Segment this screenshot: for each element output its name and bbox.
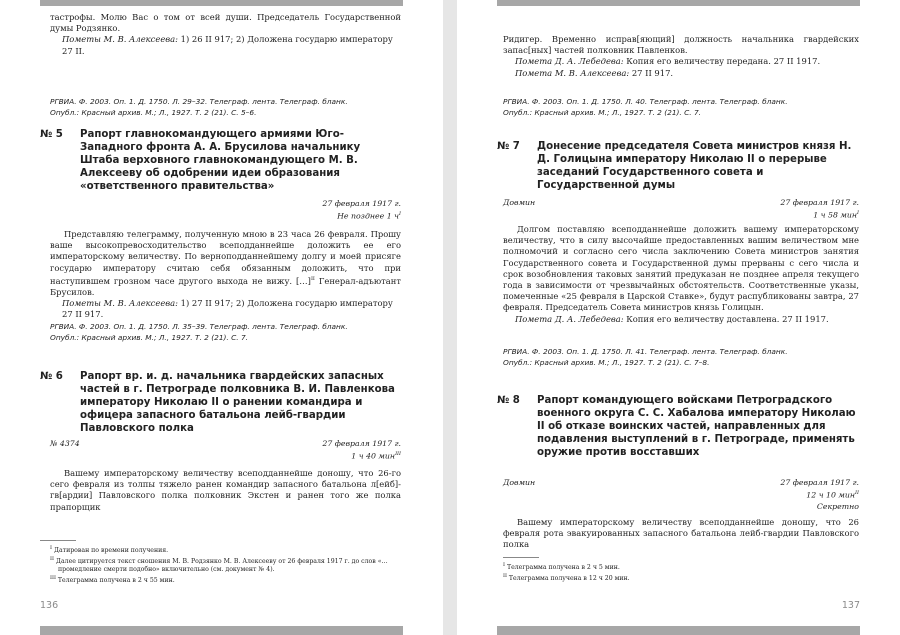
document-time: 1 ч 40 мин xyxy=(351,451,396,461)
document-number: № 6 xyxy=(40,371,63,382)
document-6-dateline xyxy=(0,438,443,462)
document-place: Довмин xyxy=(503,198,536,207)
footnote: $^I$ Датирован по времени получения. xyxy=(50,545,169,555)
footnote-ref: I xyxy=(857,210,859,216)
document-8-dateline xyxy=(457,477,900,512)
footnote: $^I$ Телеграмма получена в 2 ч 5 мин. xyxy=(503,562,620,572)
document-text: Представляю телеграмму, полученную мною в 23 часа 26 февраля. Прошу ваше высокопревосходительство всеподданнейше доложить ее его императорскому величеству. По верноподданнейшему долгу и моей присяге государю императору считаю себя обязанным доложить, что при наступившем грозном часе другого выхода не вижу. […]$^{II}$ Генерал-адъютант Брусилов. xyxy=(50,229,401,297)
footnote: $^{II}$ Далее цитируется текст сношения М. В. Родзянко М. В. Алексееву от 26 февраля 1917 г. до слов «…промедление смерти подобно» включительно (см. документ № 4). xyxy=(50,556,388,574)
footnote-rule xyxy=(40,540,76,541)
secrecy-label: Секретно xyxy=(816,501,859,511)
document-title: Рапорт вр. и. д. начальника гвардейских запасных частей в г. Петрограде полковника В. И. Павленкова императору Николаю II о ранении командира и офицера запасного батальона лейб-гвардии Павловского полка xyxy=(80,371,395,434)
document-number: № 7 xyxy=(497,141,520,152)
continuation-block xyxy=(0,12,443,57)
document-7-dateline xyxy=(457,197,900,221)
document-text: Долгом поставляю всеподданнейше доложить вашему императорскому величеству, что в силу высочайше предоставленных вашим величеством мне полномочий и согласно сего числа заключению Совета министров занятия Государственного совета и Государственной думы прерваны с сего числа и срок возобновления таковых занятий предуказан не позднее апреля текущего года в зависимости от чрезвычайных обстоятельств. Соответственные указы, помеченные «25 февраля в Царской Ставке», будут распубликованы завтра, 27 февраля. Председатель Совета министров князь Голицын. xyxy=(503,224,859,313)
document-title: Донесение председателя Совета министров князя Н. Д. Голицына императору Николаю II о перерыве заседаний Государственного совета и Государственной думы xyxy=(537,141,852,191)
document-7 xyxy=(457,140,900,192)
continuation-marks: Помета М. В. Алексеева: 27 II 917. xyxy=(515,67,674,78)
page-number: 136 xyxy=(40,600,59,611)
bottom-rule xyxy=(40,626,403,635)
document-text: Вашему императорскому величеству всеподданнейше доношу, что 26 февраля рота эвакуированных запасного батальона лейб-гвардии Павловского полка xyxy=(503,517,859,550)
document-date: 27 февраля 1917 г. xyxy=(780,198,859,207)
left-page xyxy=(0,0,443,635)
continuation-text: Ридигер. Временно исправ[яющий] должность начальника гвардейских запас[ных] частей полковник Павленков. xyxy=(503,34,859,56)
top-rule xyxy=(497,0,860,6)
continuation-text: тастрофы. Молю Вас о том от всей души. Председатель Государственной думы Родзянко. xyxy=(50,12,401,34)
bottom-rule xyxy=(497,626,860,635)
document-date: 27 февраля 1917 г. xyxy=(780,478,859,487)
document-text: Вашему императорскому величеству всеподданнейше доношу, что 26-го сего февраля из толпы тяжело ранен командир запасного батальона л[ейб]-гв[ардии] Павловского полка полковник Экстен и ранен того же полка прапорщик xyxy=(50,468,401,512)
document-time: 1 ч 58 мин xyxy=(813,210,858,220)
document-number: № 8 xyxy=(497,395,520,406)
continuation-marks: Помета Д. А. Лебедева: Копия его величеству передана. 27 II 1917. xyxy=(515,56,821,67)
footnote-rule xyxy=(503,557,539,558)
document-8 xyxy=(457,394,900,459)
footnote: $^{III}$ Телеграмма получена в 2 ч 55 мин. xyxy=(50,575,175,585)
document-registry-number: № 4374 xyxy=(50,439,80,448)
document-7-source: РГВИА. Ф. 2003. Оп. 1. Д. 1750. Л. 41. Телеграф. лента. Телеграф. бланк. Опубл.: Красный архив. М.; Л., 1927. Т. 2 (21). С. 7–8. xyxy=(503,347,788,368)
document-5-body xyxy=(0,229,443,320)
document-marks: Пометы М. В. Алексеева: 1) 27 II 917; 2) Доложена государю императору 27 II 917. xyxy=(62,298,393,320)
document-title: Рапорт главнокомандующего армиями Юго-Западного фронта А. А. Брусилова начальнику Штаба верховного главнокомандующего М. В. Алексееву об одобрении идеи образования «ответственного правительства» xyxy=(80,129,361,192)
continuation-source: РГВИА. Ф. 2003. Оп. 1. Д. 1750. Л. 29–32. Телеграф. лента. Телеграф. бланк. Опубл.: Красный архив. М.; Л., 1927. Т. 2 (21). С. 5–6. xyxy=(50,97,348,118)
document-time: 12 ч 10 мин xyxy=(806,490,856,500)
footnote: $^{II}$ Телеграмма получена в 12 ч 20 мин. xyxy=(503,573,630,583)
document-place: Довмин xyxy=(503,478,536,487)
page-number: 137 xyxy=(841,600,860,611)
document-5 xyxy=(0,128,443,193)
document-title: Рапорт командующего войсками Петроградского военного округа С. С. Хабалова императору Николаю II об отказе воинских частей, направленных для подавления выступлений в г. Петрограде, применять оружие против восставших xyxy=(537,395,856,458)
document-6 xyxy=(0,370,443,435)
footnote-ref: II xyxy=(855,490,859,496)
top-rule xyxy=(40,0,403,6)
document-marks: Помета Д. А. Лебедева: Копия его величеству доставлена. 27 II 1917. xyxy=(515,313,829,324)
document-time: Не позднее 1 ч xyxy=(337,211,400,221)
continuation-source: РГВИА. Ф. 2003. Оп. 1. Д. 1750. Л. 40. Телеграф. лента. Телеграф. бланк. Опубл.: Красный архив. М.; Л., 1927. Т. 2 (21). С. 7. xyxy=(503,97,788,118)
document-5-dateline xyxy=(0,198,443,222)
continuation-marks: Пометы М. В. Алексеева: 1) 26 II 917; 2) Доложена государю императору 27 II. xyxy=(62,34,393,56)
document-6-body xyxy=(0,468,443,513)
document-7-body xyxy=(457,224,900,325)
footnote-ref: III xyxy=(395,451,401,457)
document-5-source: РГВИА. Ф. 2003. Оп. 1. Д. 1750. Л. 35–39. Телеграф. лента. Телеграф. бланк. Опубл.: Красный архив. М.; Л., 1927. Т. 2 (21). С. 7. xyxy=(50,322,348,343)
footnotes xyxy=(457,561,900,583)
document-date: 27 февраля 1917 г. xyxy=(322,199,401,208)
right-page xyxy=(457,0,900,635)
document-8-body xyxy=(457,517,900,551)
document-number: № 5 xyxy=(40,129,63,140)
document-date: 27 февраля 1917 г. xyxy=(322,439,401,448)
footnote-ref: I xyxy=(399,211,401,217)
continuation-block xyxy=(457,34,900,79)
footnotes xyxy=(0,544,443,585)
